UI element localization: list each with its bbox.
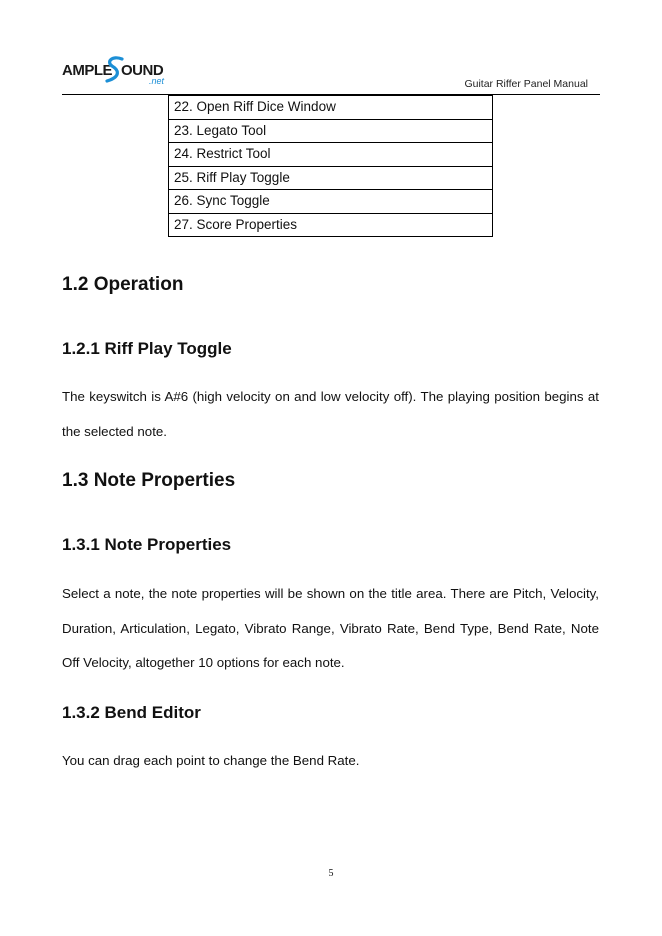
page-number: 5 xyxy=(328,868,334,879)
table-row xyxy=(169,119,493,143)
svg-text:OUND: OUND xyxy=(121,62,164,79)
subsection-heading-riff-play: 1.2.1 Riff Play Toggle xyxy=(62,339,232,358)
table-row xyxy=(169,143,493,167)
riff-play-paragraph: The keyswitch is A#6 (high velocity on and low velocity off). The playing position begins at the selected note. xyxy=(62,389,599,439)
subsection-heading-note-properties: 1.3.1 Note Properties xyxy=(62,535,232,554)
note-properties-paragraph: Select a note, the note properties will be shown on the title area. There are Pitch, Velocity, Duration, Articulation, Legato, Vibrato Range, Vibrato Rate, Bend Type, Bend Rate, Note Off Velocity, altogether 10 options for each note. xyxy=(62,586,599,670)
table-row xyxy=(169,213,493,237)
section-heading-note-properties: 1.3 Note Properties xyxy=(62,470,236,491)
table-cell: 22. Open Riff Dice Window xyxy=(169,96,493,120)
svg-text:AMPLE: AMPLE xyxy=(62,62,112,79)
table-cell: 25. Riff Play Toggle xyxy=(169,166,493,190)
section-heading-operation: 1.2 Operation xyxy=(62,274,184,295)
subsection-heading-bend-editor: 1.3.2 Bend Editor xyxy=(62,703,201,722)
table-row xyxy=(169,96,493,120)
table-cell: 24. Restrict Tool xyxy=(169,143,493,167)
table-row xyxy=(169,166,493,190)
table-cell: 23. Legato Tool xyxy=(169,119,493,143)
ample-sound-logo xyxy=(62,52,174,86)
svg-text:.net: .net xyxy=(149,76,165,86)
toolbar-items-table xyxy=(168,95,493,237)
table-cell: 27. Score Properties xyxy=(169,213,493,237)
table-row xyxy=(169,190,493,214)
bend-editor-paragraph: You can drag each point to change the Bend Rate. xyxy=(62,753,360,768)
manual-title: Guitar Riffer Panel Manual xyxy=(464,78,588,90)
table-cell: 26. Sync Toggle xyxy=(169,190,493,214)
